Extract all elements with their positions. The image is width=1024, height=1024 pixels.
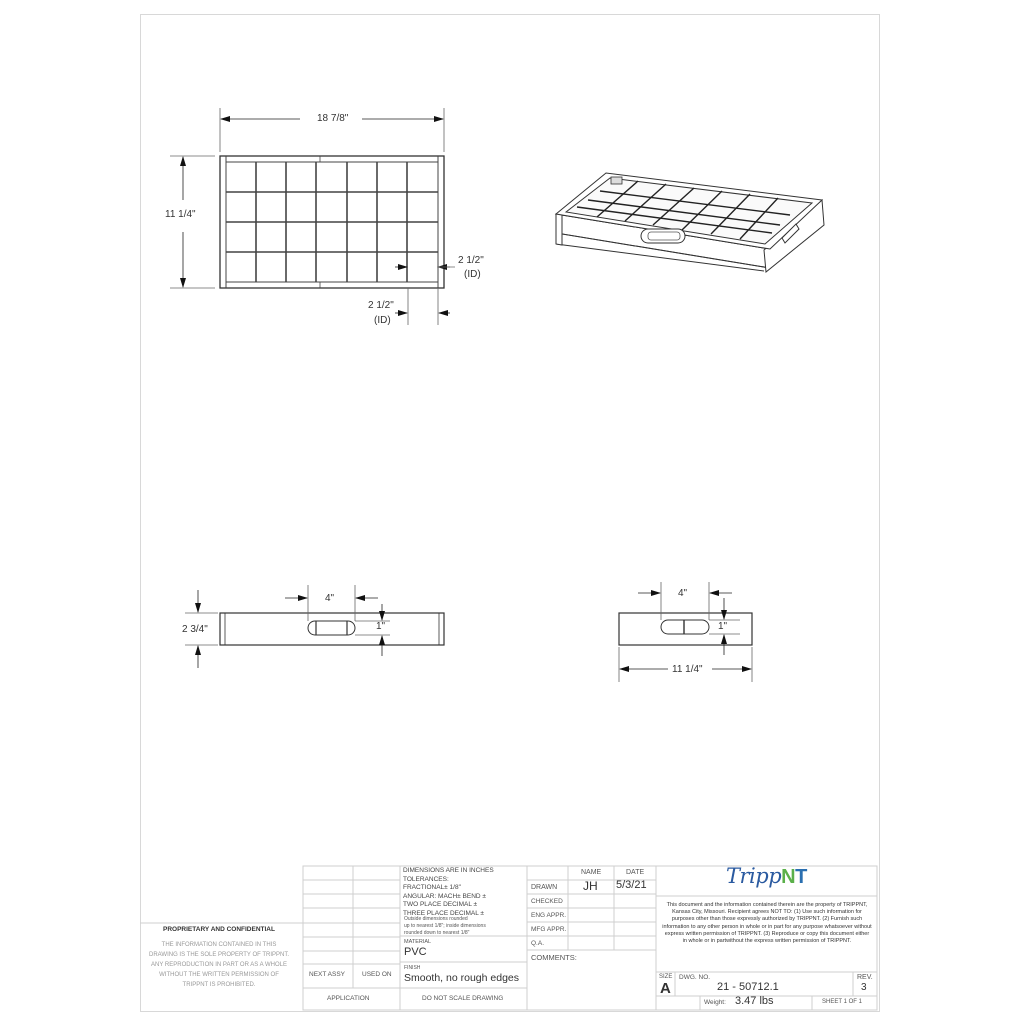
cell-dim-right-note: (ID) xyxy=(464,269,481,280)
application-label: APPLICATION xyxy=(327,995,370,1002)
tolerances-block xyxy=(403,867,494,918)
rev-label: REV. xyxy=(857,974,873,981)
material-value: PVC xyxy=(404,946,427,958)
comments-label: COMMENTS: xyxy=(531,953,577,962)
size-label: SIZE xyxy=(659,974,673,980)
trippnt-logo xyxy=(726,864,807,889)
tol-note-1: Outside dimensions rounded xyxy=(404,916,468,922)
proprietary-text: THE INFORMATION CONTAINED IN THIS DRAWING IS THE SOLE PROPERTY OF TRIPPNT. ANY REPRODUCTION IN PART OR AS A WHOLE WITHOUT THE WRITTEN PERMISSION OF TRIPPNT IS PROHIBITED. xyxy=(148,942,290,988)
material-label: MATERIAL xyxy=(404,939,432,945)
disclaimer-text: This document and the information contained therein are the property of TRIPPNT, Kansas City, Missouri. Recipient agrees NOT TO: (1) Use such information for purposes other than those expressly authorized by TRIPPNT. (2) Furnish such information to any other person in whole or in part for any purpose whatsoever without express written permission of TRIPPNT. (3) Reproduce or copy this document either in whole or in partwithout the express written permission of TRIPPNT. xyxy=(662,902,872,945)
tol-note-2: up to nearest 1/8"; inside dimensions xyxy=(404,923,486,929)
rev-value: 3 xyxy=(861,982,867,993)
top-height-dim: 11 1/4" xyxy=(165,209,196,220)
side-length-dim: 11 1/4" xyxy=(672,664,703,675)
front-slot-height-dim: 1" xyxy=(376,621,386,632)
tol-line-2: TOLERANCES: xyxy=(403,875,449,883)
front-slot-width-dim: 4" xyxy=(325,593,335,604)
signoff-date-drawn: 5/3/21 xyxy=(616,879,647,891)
isometric-view xyxy=(556,173,824,272)
tol-note-3: rounded down to nearest 1/8" xyxy=(404,930,470,936)
logo-n: N xyxy=(781,866,796,888)
cell-dim-bottom-note: (ID) xyxy=(374,315,391,326)
tol-line-4: ANGULAR: MACH± BEND ± xyxy=(403,892,486,900)
cell-dim-bottom: 2 1/2" xyxy=(368,300,394,311)
tol-line-5: TWO PLACE DECIMAL ± xyxy=(403,901,478,908)
signoff-label-checked: CHECKED xyxy=(531,898,563,905)
side-slot-width-dim: 4" xyxy=(678,588,688,599)
used-on-label: USED ON xyxy=(362,971,392,978)
proprietary-title: PROPRIETARY AND CONFIDENTIAL xyxy=(163,926,275,933)
logo-t: T xyxy=(795,866,807,888)
top-view xyxy=(170,108,455,325)
weight-label: Weight: xyxy=(704,999,726,1006)
signoff-label-qa: Q.A. xyxy=(531,940,545,947)
name-header: NAME xyxy=(581,869,602,876)
signoff-label-eng: ENG APPR. xyxy=(531,912,567,919)
tol-line-1: DIMENSIONS ARE IN INCHES xyxy=(403,867,494,874)
size-value: A xyxy=(660,980,671,997)
finish-value: Smooth, no rough edges xyxy=(404,972,519,984)
side-slot-height-dim: 1" xyxy=(718,621,728,632)
logo-script: Tripp xyxy=(726,864,782,888)
weight-value: 3.47 lbs xyxy=(735,995,774,1007)
next-assy-label: NEXT ASSY xyxy=(309,971,346,978)
sheet-label: SHEET 1 OF 1 xyxy=(822,999,862,1005)
front-height-dim: 2 3/4" xyxy=(182,624,208,635)
tol-line-3: FRACTIONAL± 1/8" xyxy=(403,884,461,891)
cell-dim-right: 2 1/2" xyxy=(458,255,484,266)
date-header: DATE xyxy=(626,869,645,876)
signoff-label-mfg: MFG APPR. xyxy=(531,926,567,933)
finish-label: FINISH xyxy=(404,965,421,971)
tolerance-note xyxy=(404,916,486,937)
signoff-label-drawn: DRAWN xyxy=(531,884,558,891)
dwg-no-value: 21 - 50712.1 xyxy=(717,981,779,993)
front-view xyxy=(185,585,444,668)
do-not-scale: DO NOT SCALE DRAWING xyxy=(422,995,504,1002)
tol-line-6: THREE PLACE DECIMAL ± xyxy=(403,909,484,917)
top-width-dim: 18 7/8" xyxy=(317,113,349,124)
signoff-name-drawn: JH xyxy=(583,879,598,893)
dwg-no-label: DWG. NO. xyxy=(679,974,711,981)
